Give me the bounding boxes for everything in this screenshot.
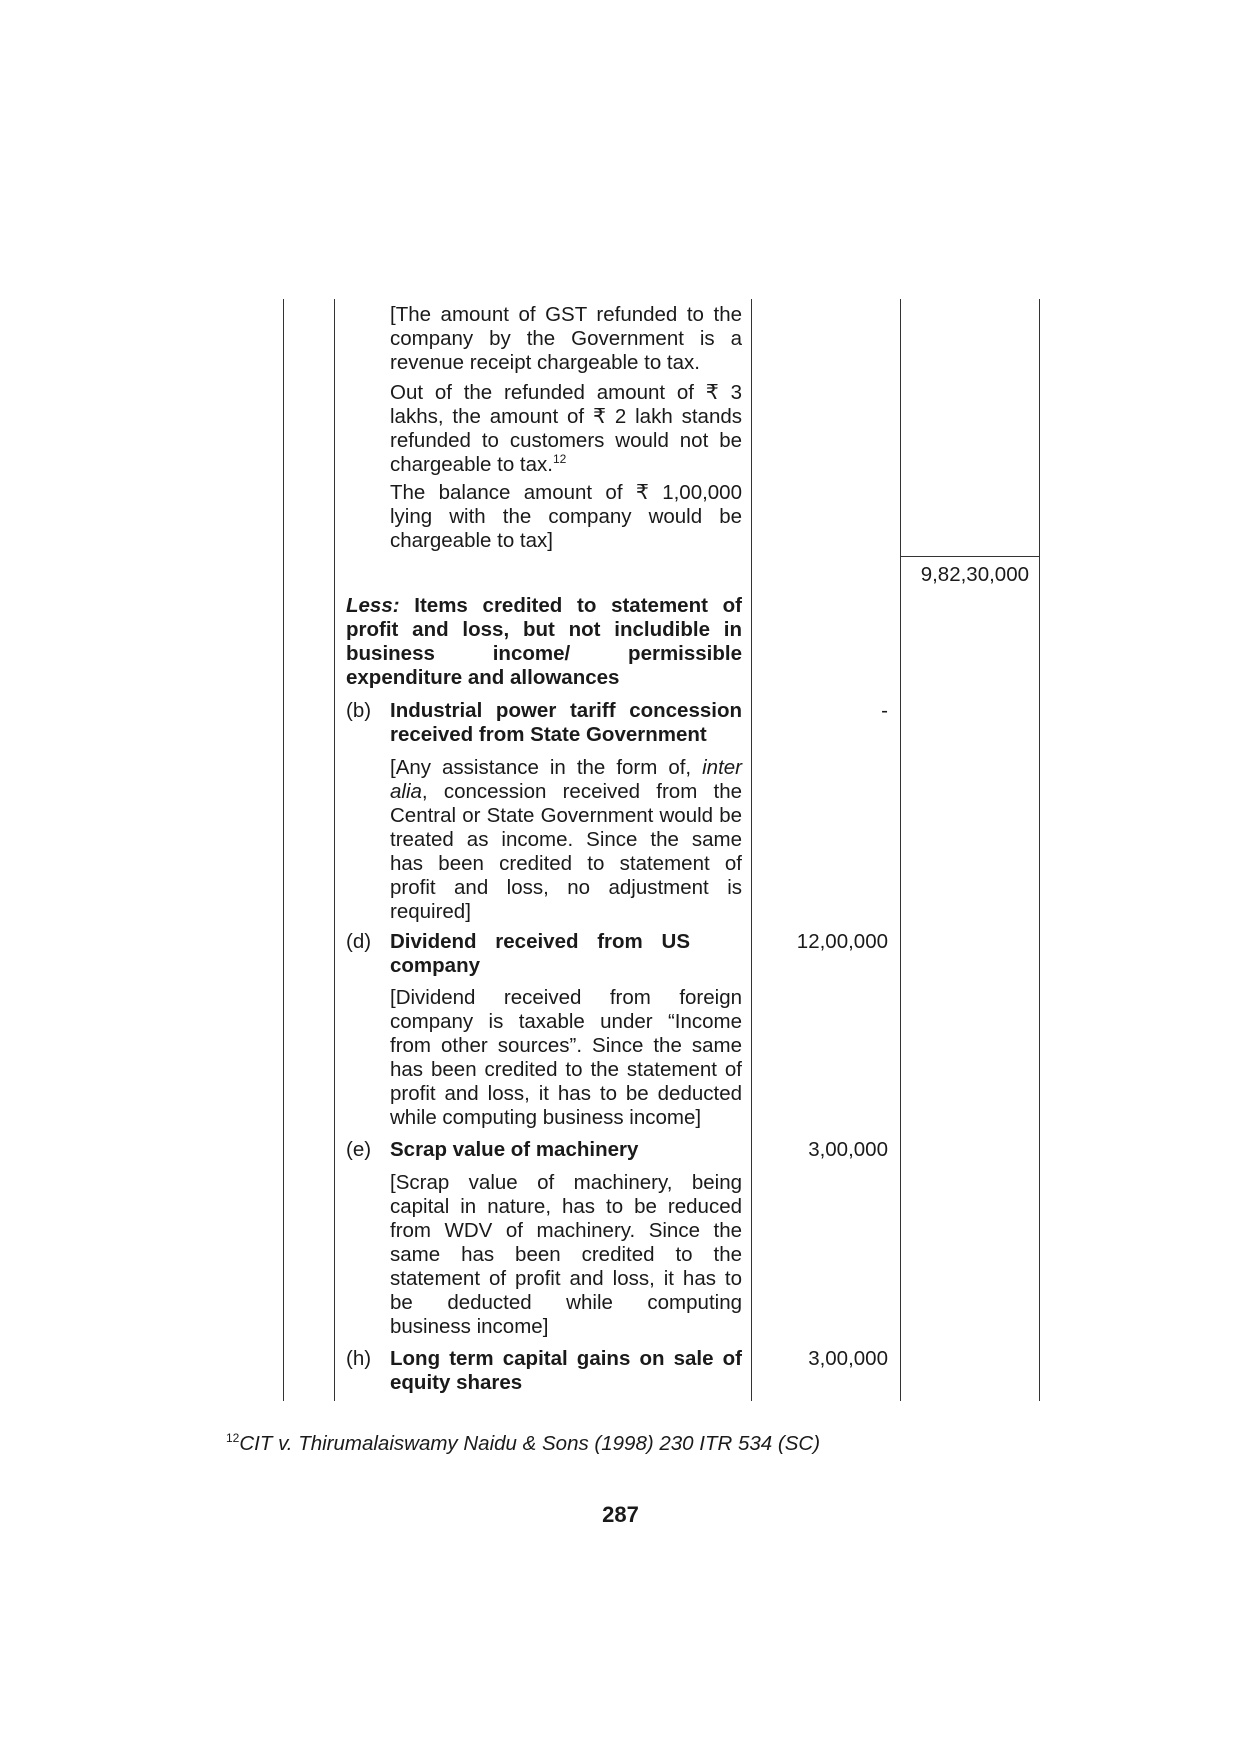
footnote-reference: 12 bbox=[552, 452, 567, 467]
item-amount-h: 3,00,000 bbox=[808, 1347, 888, 1370]
gst-note-paragraph-1: [The amount of GST refunded to the company by the Government is a revenue receipt chargeable to tax. bbox=[390, 303, 742, 374]
item-title-h: Long term capital gains on sale of equity shares bbox=[390, 1347, 742, 1394]
item-amount-e: 3,00,000 bbox=[808, 1138, 888, 1161]
table-column-divider-1 bbox=[334, 299, 335, 1401]
item-amount-b: - bbox=[881, 699, 888, 722]
table-border-right bbox=[1039, 299, 1040, 1401]
subtotal-rule bbox=[900, 556, 1040, 557]
footnote: $^{12}$CIT v. Thirumalaiswamy Naidu & Sons (1998) 230 ITR 534 (SC) bbox=[226, 1431, 821, 1455]
table-border-left bbox=[283, 299, 284, 1401]
item-label-b: (b) bbox=[346, 699, 372, 722]
item-title-d: Dividend received from US company bbox=[390, 930, 690, 977]
item-note-b: [Any assistance in the form of, inter alia, concession received from the Central or State Government would be treated as income. Since the same has been credited to statement of profit and loss, no adjustment is required] bbox=[390, 756, 742, 923]
item-label-e: (e) bbox=[346, 1138, 372, 1161]
table-column-divider-2 bbox=[751, 299, 752, 1401]
item-label-h: (h) bbox=[346, 1347, 372, 1370]
item-label-d: (d) bbox=[346, 930, 372, 953]
item-note-d: [Dividend received from foreign company is taxable under “Income from other sources”. Since the same has been credited to the statement of profit and loss, it has to be deducted while computing business income] bbox=[390, 986, 742, 1129]
item-title-e: Scrap value of machinery bbox=[390, 1138, 639, 1161]
item-amount-d: 12,00,000 bbox=[796, 930, 888, 953]
gst-note-paragraph-3: The balance amount of ₹ 1,00,000 lying with the company would be chargeable to tax] bbox=[390, 481, 742, 552]
gst-note-paragraph-2: Out of the refunded amount of ₹ 3 lakhs, the amount of ₹ 2 lakh stands refunded to customers would not be chargeable to tax.$^{12}$ bbox=[390, 381, 742, 476]
item-title-b: Industrial power tariff concession received from State Government bbox=[390, 699, 742, 746]
item-note-e: [Scrap value of machinery, being capital in nature, has to be reduced from WDV of machinery. Since the same has been credited to the statement of profit and loss, it has to be deducted while computing business income] bbox=[390, 1171, 742, 1338]
less-heading: Less: Items credited to statement of profit and loss, but not includible in business income/ permissible expenditure and allowances bbox=[346, 594, 742, 689]
page-number: 287 bbox=[602, 1502, 639, 1527]
table-column-divider-3 bbox=[900, 299, 901, 1401]
subtotal-amount: 9,82,30,000 bbox=[920, 563, 1029, 586]
